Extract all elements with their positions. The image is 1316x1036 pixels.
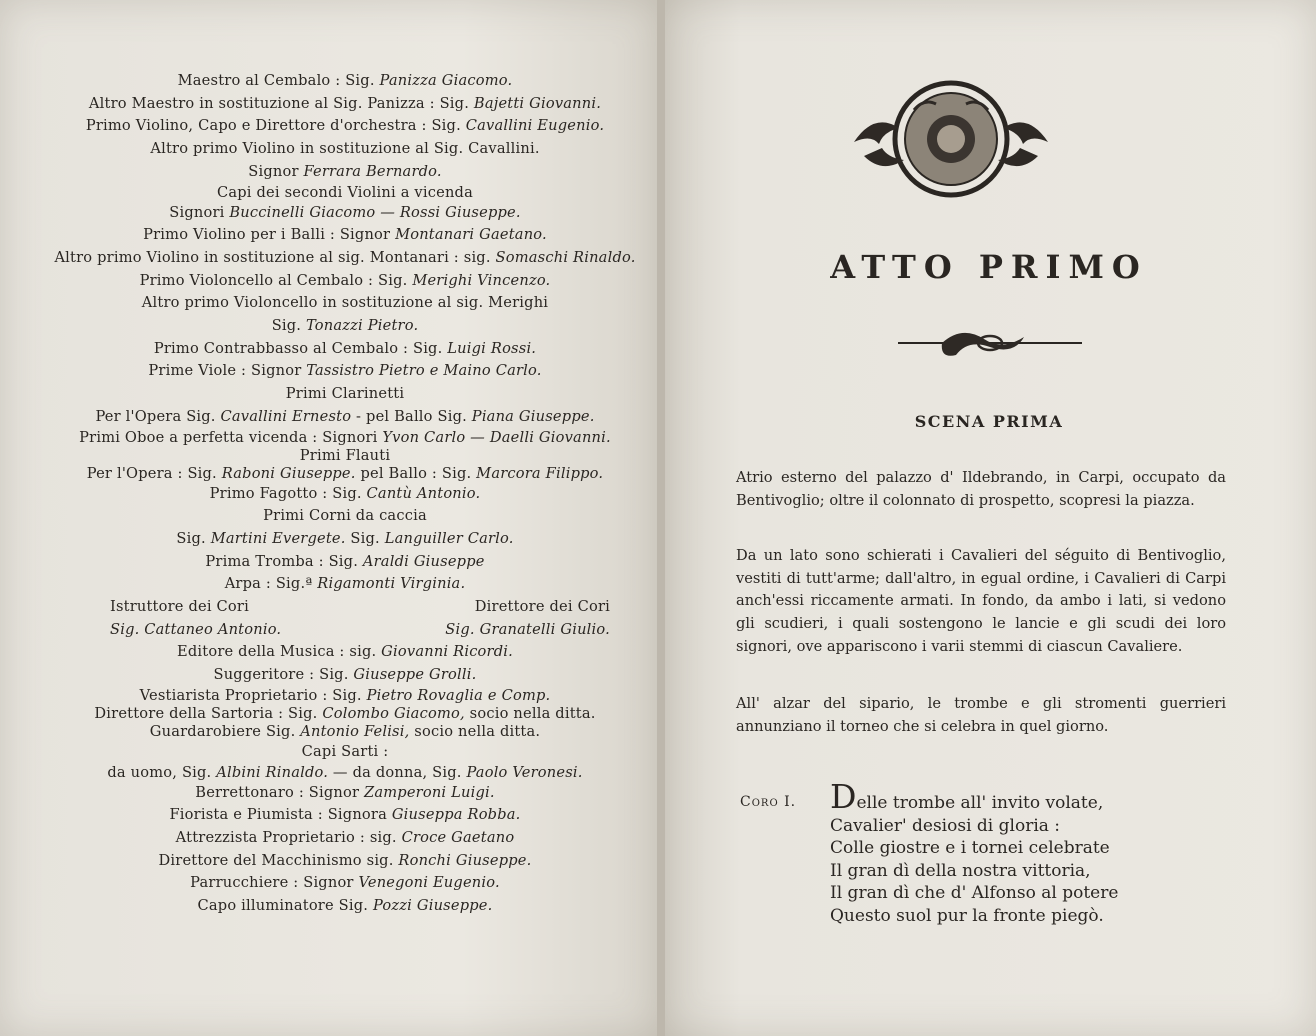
credit-line [40,705,650,723]
credit-name: Luigi Rossi. [447,339,537,357]
verse-text: Colle giostre e i tornei celebrate [830,838,1110,859]
credit-role: Primo Violino, Capo e Direttore d'orchestra : Sig. [85,117,466,135]
credit-line [40,184,650,202]
credit-role: Capo illuminatore Sig. [197,897,373,915]
verse-line [830,837,1118,860]
credit-role: Primo Contrabbasso al Cembalo : Sig. [153,339,448,357]
verse-line [830,882,1118,905]
verse-line [830,815,1118,838]
verse-text: elle trombe all' invito volate, [856,793,1104,813]
credit-name: Araldi Giuseppe [362,552,485,570]
credit-role: Istruttore dei Cori [110,598,249,616]
credit-line [40,528,650,551]
credit-name: Tonazzi Pietro. [305,317,419,335]
credit-role: Primo Violoncello al Cembalo : Sig. [139,271,413,289]
credit-role: Altro primo Violino in sostituzione al sig. Montanari : sig. [54,248,496,266]
credit-line [40,483,650,506]
credit-role: da uomo, Sig. [107,763,217,781]
credit-name: Languiller Carlo. [384,529,514,547]
credit-line [40,895,650,918]
credit-role: Maestro al Cembalo : Sig. [177,72,380,89]
credit-role: Altro primo Violino in sostituzione al Sig. Cavallini. [150,140,540,158]
credit-name: Marcora Filippo. [476,464,604,482]
credit-line [40,664,650,687]
credit-name: Ferrara Bernardo. [303,162,442,180]
credit-name: Martini Evergete. [210,529,346,547]
credit-role: Berrettonaro : Signor [195,783,364,801]
drop-cap: D [830,777,857,816]
decorative-ornament-icon [834,80,1068,198]
verse-line [830,905,1118,928]
credit-line [40,827,650,850]
credit-line [40,270,650,293]
credit-line [40,247,650,270]
credit-role: Sig. [176,529,211,547]
credit-role: Primi Flauti [299,446,391,464]
credit-line [40,782,650,805]
credit-role: Direttore dei Cori [474,598,610,616]
credit-role: Primo Violino per i Balli : Signor [143,226,396,244]
credit-role: Per l'Opera Sig. [95,407,221,425]
credit-name: Paolo Veronesi. [466,763,583,781]
verse-line [830,777,1118,816]
stage-direction-1: Atrio esterno del palazzo d' Ildebrando, in Carpi, occupato da Bentivoglio; oltre il colonnato di prospetto, scopresi la piazza. [736,469,1226,509]
credit-line [40,872,650,895]
credit-line [40,641,650,664]
credit-line [40,315,650,338]
credit-role: Editore della Musica : sig. [177,643,382,661]
credit-role: Vestiarista Proprietario : Sig. [139,686,367,704]
credit-line [40,338,650,361]
credit-role: Attrezzista Proprietario : sig. [175,828,402,846]
credit-name: Panizza Giacomo. [379,72,513,89]
credit-name: Venegoni Eugenio. [358,874,500,892]
credit-role: Arpa : Sig.ª [224,575,318,593]
credit-line [40,161,650,184]
credit-line [40,429,650,447]
credit-line [40,70,650,93]
credit-line [40,292,650,315]
credit-name: Cavallini Ernesto [220,407,352,425]
credit-name: Buccinelli Giacomo — Rossi Giuseppe. [229,203,521,221]
credit-name: Rigamonti Virginia. [317,575,466,593]
credit-line [40,551,650,574]
credit-line [40,447,650,465]
credit-role: Sig. [271,317,306,335]
credit-line [40,619,650,642]
credit-role: Capi Sarti : [301,742,389,760]
credit-line [40,723,650,741]
book-gutter [657,0,665,1036]
credit-name: Giuseppe Grolli. [353,666,477,684]
credit-role: Direttore del Macchinismo sig. [158,851,399,869]
credit-role: Primi Corni da caccia [263,507,427,525]
credit-role: Prime Viole : Signor [148,362,307,380]
credit-name: Sig. Cattaneo Antonio. [110,620,282,638]
credit-name: Somaschi Rinaldo. [495,248,636,266]
credit-role: Per l'Opera : Sig. [86,464,222,482]
verse-lines [830,777,1119,928]
verse-text: Cavalier' desiosi di gloria : [830,815,1061,836]
credit-role: Parrucchiere : Signor [190,874,359,892]
credit-role: Prima Tromba : Sig. [205,552,363,570]
scene-title: SCENA PRIMA [914,412,1064,431]
credit-name: Bajetti Giovanni. [473,94,602,112]
credit-line [40,804,650,827]
credit-role: Capi dei secondi Violini a vicenda [216,183,473,201]
orchestra-credits-list [40,70,650,918]
credit-name: Sig. Granatelli Giulio. [445,620,610,638]
act-title: ATTO PRIMO [830,248,1148,286]
stage-direction-3: All' alzar del sipario, le trombe e gli stromenti guerrieri annunziano il torneo che si celebra in quel giorno. [736,695,1226,735]
credit-line [40,138,650,161]
credit-line [40,850,650,873]
credit-role: Sig. [345,529,385,547]
credit-role: Fiorista e Piumista : Signora [169,806,392,824]
credit-role: socio nella ditta. [409,722,541,740]
verse-text: Questo suol pur la fronte piegò. [830,905,1104,926]
verse-line [830,860,1118,883]
credit-name: Giuseppa Robba. [391,806,521,824]
credit-name: Raboni Giuseppe. [221,464,356,482]
credit-role: Altro Maestro in sostituzione al Sig. Panizza : Sig. [88,94,474,112]
credit-role: socio nella ditta. [464,704,596,722]
credit-role: Primi Oboe a perfetta vicenda : Signori [79,428,383,446]
verse-text: Il gran dì che d' Alfonso al potere [830,883,1119,904]
chorus-label: Coro I. [740,794,797,810]
credit-name: Cavallini Eugenio. [465,117,605,135]
credit-role: Primo Fagotto : Sig. [209,484,367,502]
credit-name: Piana Giuseppe. [471,407,595,425]
credit-role: Guardarobiere Sig. [149,722,301,740]
credit-line [40,202,650,225]
credit-line [40,764,650,782]
credit-role: Signor [248,162,304,180]
credit-name: Yvon Carlo — Daelli Giovanni. [382,428,611,446]
credit-role: Signori [169,203,230,221]
credit-line [40,741,650,764]
credit-line [40,406,650,429]
credit-role: Direttore della Sartoria : Sig. [94,704,323,722]
credit-name: Pietro Rovaglia e Comp. [366,686,551,704]
credit-line [40,224,650,247]
credit-line [40,383,650,406]
credit-name: Tassistro Pietro e Maino Carlo. [306,362,542,380]
credit-name: Merighi Vincenzo. [412,271,551,289]
verse-text: Il gran dì della nostra vittoria, [830,860,1091,881]
credit-line [40,465,650,483]
credit-line [40,93,650,116]
credit-name: Cantù Antonio. [366,484,481,502]
credit-line [40,360,650,383]
credit-role: Primi Clarinetti [285,385,405,403]
credit-role: pel Ballo : Sig. [355,464,477,482]
credit-line [40,687,650,705]
credit-role: — da donna, Sig. [328,763,467,781]
credit-line [40,115,650,138]
flourish-divider-icon [898,326,1082,360]
credit-name: Zamperoni Luigi. [364,783,495,801]
credit-name: Montanari Gaetano. [395,226,547,244]
credit-role: Suggeritore : Sig. [213,666,354,684]
credit-role: - pel Ballo Sig. [351,407,472,425]
stage-direction-2: Da un lato sono schierati i Cavalieri del séguito di Bentivoglio, vestiti di tutt'arme; dall'altro, in egual ordine, i Cavalieri di Carpi anch'essi riccamente armati. In fondo, da ambo i lati, si vedono gli scudieri, i quali sostengono le lancie e gli scudi dei loro signori, ove appariscono i varii stemmi di ciascun Cavaliere. [736,547,1226,655]
credit-line [40,505,650,528]
credit-name: Antonio Felisi, [300,722,410,740]
credit-name: Albini Rinaldo. [216,763,329,781]
credit-name: Giovanni Ricordi. [381,643,513,661]
credit-line [40,573,650,596]
credit-line [40,596,650,619]
credit-role: Altro primo Violoncello in sostituzione al sig. Merighi [141,294,549,312]
credit-name: Colombo Giacomo, [322,704,465,722]
credit-name: Croce Gaetano [401,828,515,846]
credit-name: Ronchi Giuseppe. [398,851,532,869]
credit-name: Pozzi Giuseppe. [372,897,493,915]
